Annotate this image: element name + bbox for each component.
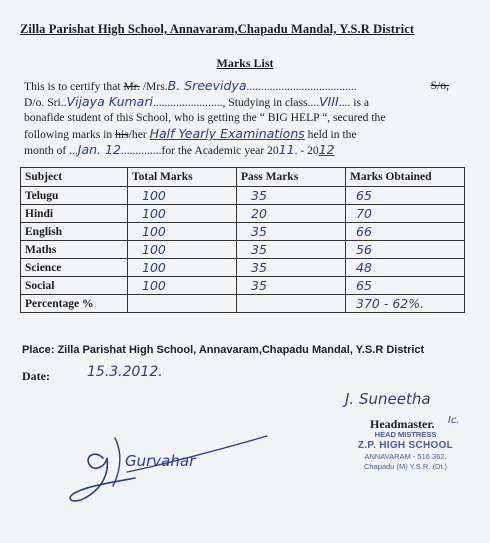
subject-cell: Telugu bbox=[21, 187, 128, 205]
date-label: Date: bbox=[22, 369, 50, 383]
percentage-row bbox=[21, 295, 465, 313]
cert-l1-mr: Mr. bbox=[123, 80, 140, 93]
student-class: VIII bbox=[319, 94, 339, 109]
cert-l2-mid: Studying in class.... bbox=[225, 96, 320, 109]
header-marks-obtained: Marks Obtained bbox=[346, 168, 465, 187]
obtained-cell: 48 bbox=[346, 259, 465, 277]
date-value: 15.3.2012. bbox=[87, 364, 163, 380]
cert-l2-dots: ........................, bbox=[152, 96, 226, 109]
subject-cell: Maths bbox=[21, 241, 128, 259]
header-total-marks: Total Marks bbox=[128, 168, 237, 187]
student-name: B. Sreevidya bbox=[167, 78, 247, 93]
subject-cell: Social bbox=[21, 277, 128, 295]
headmaster-signature-suffix: Ic. bbox=[448, 415, 460, 426]
cert-line-2 bbox=[24, 94, 449, 110]
table-row bbox=[21, 223, 465, 241]
obtained-cell: 70 bbox=[346, 205, 465, 223]
table-header-row bbox=[21, 168, 465, 187]
school-stamp bbox=[348, 430, 463, 472]
percentage-empty-1 bbox=[128, 295, 237, 313]
headmaster-label: Headmaster. bbox=[370, 417, 435, 431]
total-cell: 100 bbox=[128, 187, 237, 205]
total-cell: 100 bbox=[128, 241, 237, 259]
certificate-text bbox=[24, 78, 449, 158]
header-subject: Subject bbox=[21, 168, 128, 187]
academic-year-end: 12 bbox=[318, 142, 335, 157]
academic-year-start: 11 bbox=[278, 142, 295, 157]
table-row bbox=[21, 259, 465, 277]
stamp-line-1: HEAD MISTRESS bbox=[374, 430, 437, 439]
left-signature-text: Gurvahar bbox=[125, 452, 196, 470]
left-signature-icon bbox=[55, 428, 285, 508]
school-title: Zilla Parishat High School, Annavaram,Chapadu Mandal, Y.S.R District bbox=[20, 22, 415, 36]
cert-l5-mid: ..............for the Academic year 20 bbox=[120, 144, 279, 157]
cert-l4-pre: following marks in bbox=[24, 128, 116, 141]
cert-l5-sep: . - 20 bbox=[294, 144, 319, 157]
cert-l1-mrs: /Mrs. bbox=[139, 80, 168, 93]
parent-name: Vijaya Kumari bbox=[66, 94, 153, 109]
percentage-value: 370 - 62%. bbox=[346, 295, 465, 313]
cert-l1-pre: This is to certify that bbox=[24, 80, 124, 93]
subject-cell: Hindi bbox=[21, 205, 128, 223]
exam-month: Jan. 12 bbox=[77, 142, 121, 157]
cert-l1-so: S/o, bbox=[430, 79, 449, 92]
pass-cell: 35 bbox=[237, 259, 346, 277]
total-cell: 100 bbox=[128, 223, 237, 241]
cert-l4-his: his bbox=[115, 128, 129, 141]
document-heading: Marks List bbox=[216, 56, 274, 70]
subject-cell: English bbox=[21, 223, 128, 241]
percentage-empty-2 bbox=[237, 295, 346, 313]
cert-l5-pre: month of ... bbox=[24, 144, 78, 157]
cert-l2-do: D/o. Sri.. bbox=[24, 96, 67, 109]
total-cell: 100 bbox=[128, 277, 237, 295]
table-row bbox=[21, 187, 465, 205]
cert-line-4 bbox=[24, 126, 449, 142]
header-pass-marks: Pass Marks bbox=[237, 168, 346, 187]
obtained-cell: 56 bbox=[346, 241, 465, 259]
pass-cell: 35 bbox=[237, 241, 346, 259]
obtained-cell: 65 bbox=[346, 277, 465, 295]
headmaster-signature: J. Suneetha bbox=[345, 390, 431, 408]
cert-line-1 bbox=[24, 78, 449, 94]
cert-line-5 bbox=[24, 142, 449, 158]
table-row bbox=[21, 241, 465, 259]
pass-cell: 35 bbox=[237, 223, 346, 241]
stamp-line-2: Z.P. HIGH SCHOOL bbox=[357, 440, 454, 451]
total-cell: 100 bbox=[128, 259, 237, 277]
cert-l4-her: /her bbox=[128, 128, 150, 141]
exam-name: Half Yearly Examinations bbox=[149, 126, 305, 141]
total-cell: 100 bbox=[128, 205, 237, 223]
cert-line-3: bonafide student of this School, who is getting the “ BIG HELP “, secured the bbox=[24, 111, 386, 124]
percentage-label: Percentage % bbox=[21, 295, 128, 313]
table-row bbox=[21, 205, 465, 223]
pass-cell: 35 bbox=[237, 187, 346, 205]
table-row bbox=[21, 277, 465, 295]
pass-cell: 20 bbox=[237, 205, 346, 223]
obtained-cell: 65 bbox=[346, 187, 465, 205]
subject-cell: Science bbox=[21, 259, 128, 277]
stamp-line-4: Chapadu (M) Y.S.R. (Dt.) bbox=[363, 462, 448, 471]
stamp-line-3: ANNAVARAM - 516 362. bbox=[364, 452, 447, 461]
obtained-cell: 66 bbox=[346, 223, 465, 241]
marks-table bbox=[20, 167, 465, 313]
cert-l1-dots: ...................................... bbox=[246, 80, 357, 93]
cert-l4-end: held in the bbox=[304, 128, 357, 141]
place-line: Place: Zilla Parishat High School, Annavaram,Chapadu Mandal, Y.S.R District bbox=[22, 344, 425, 356]
cert-l2-end: .... is a bbox=[338, 96, 370, 109]
pass-cell: 35 bbox=[237, 277, 346, 295]
